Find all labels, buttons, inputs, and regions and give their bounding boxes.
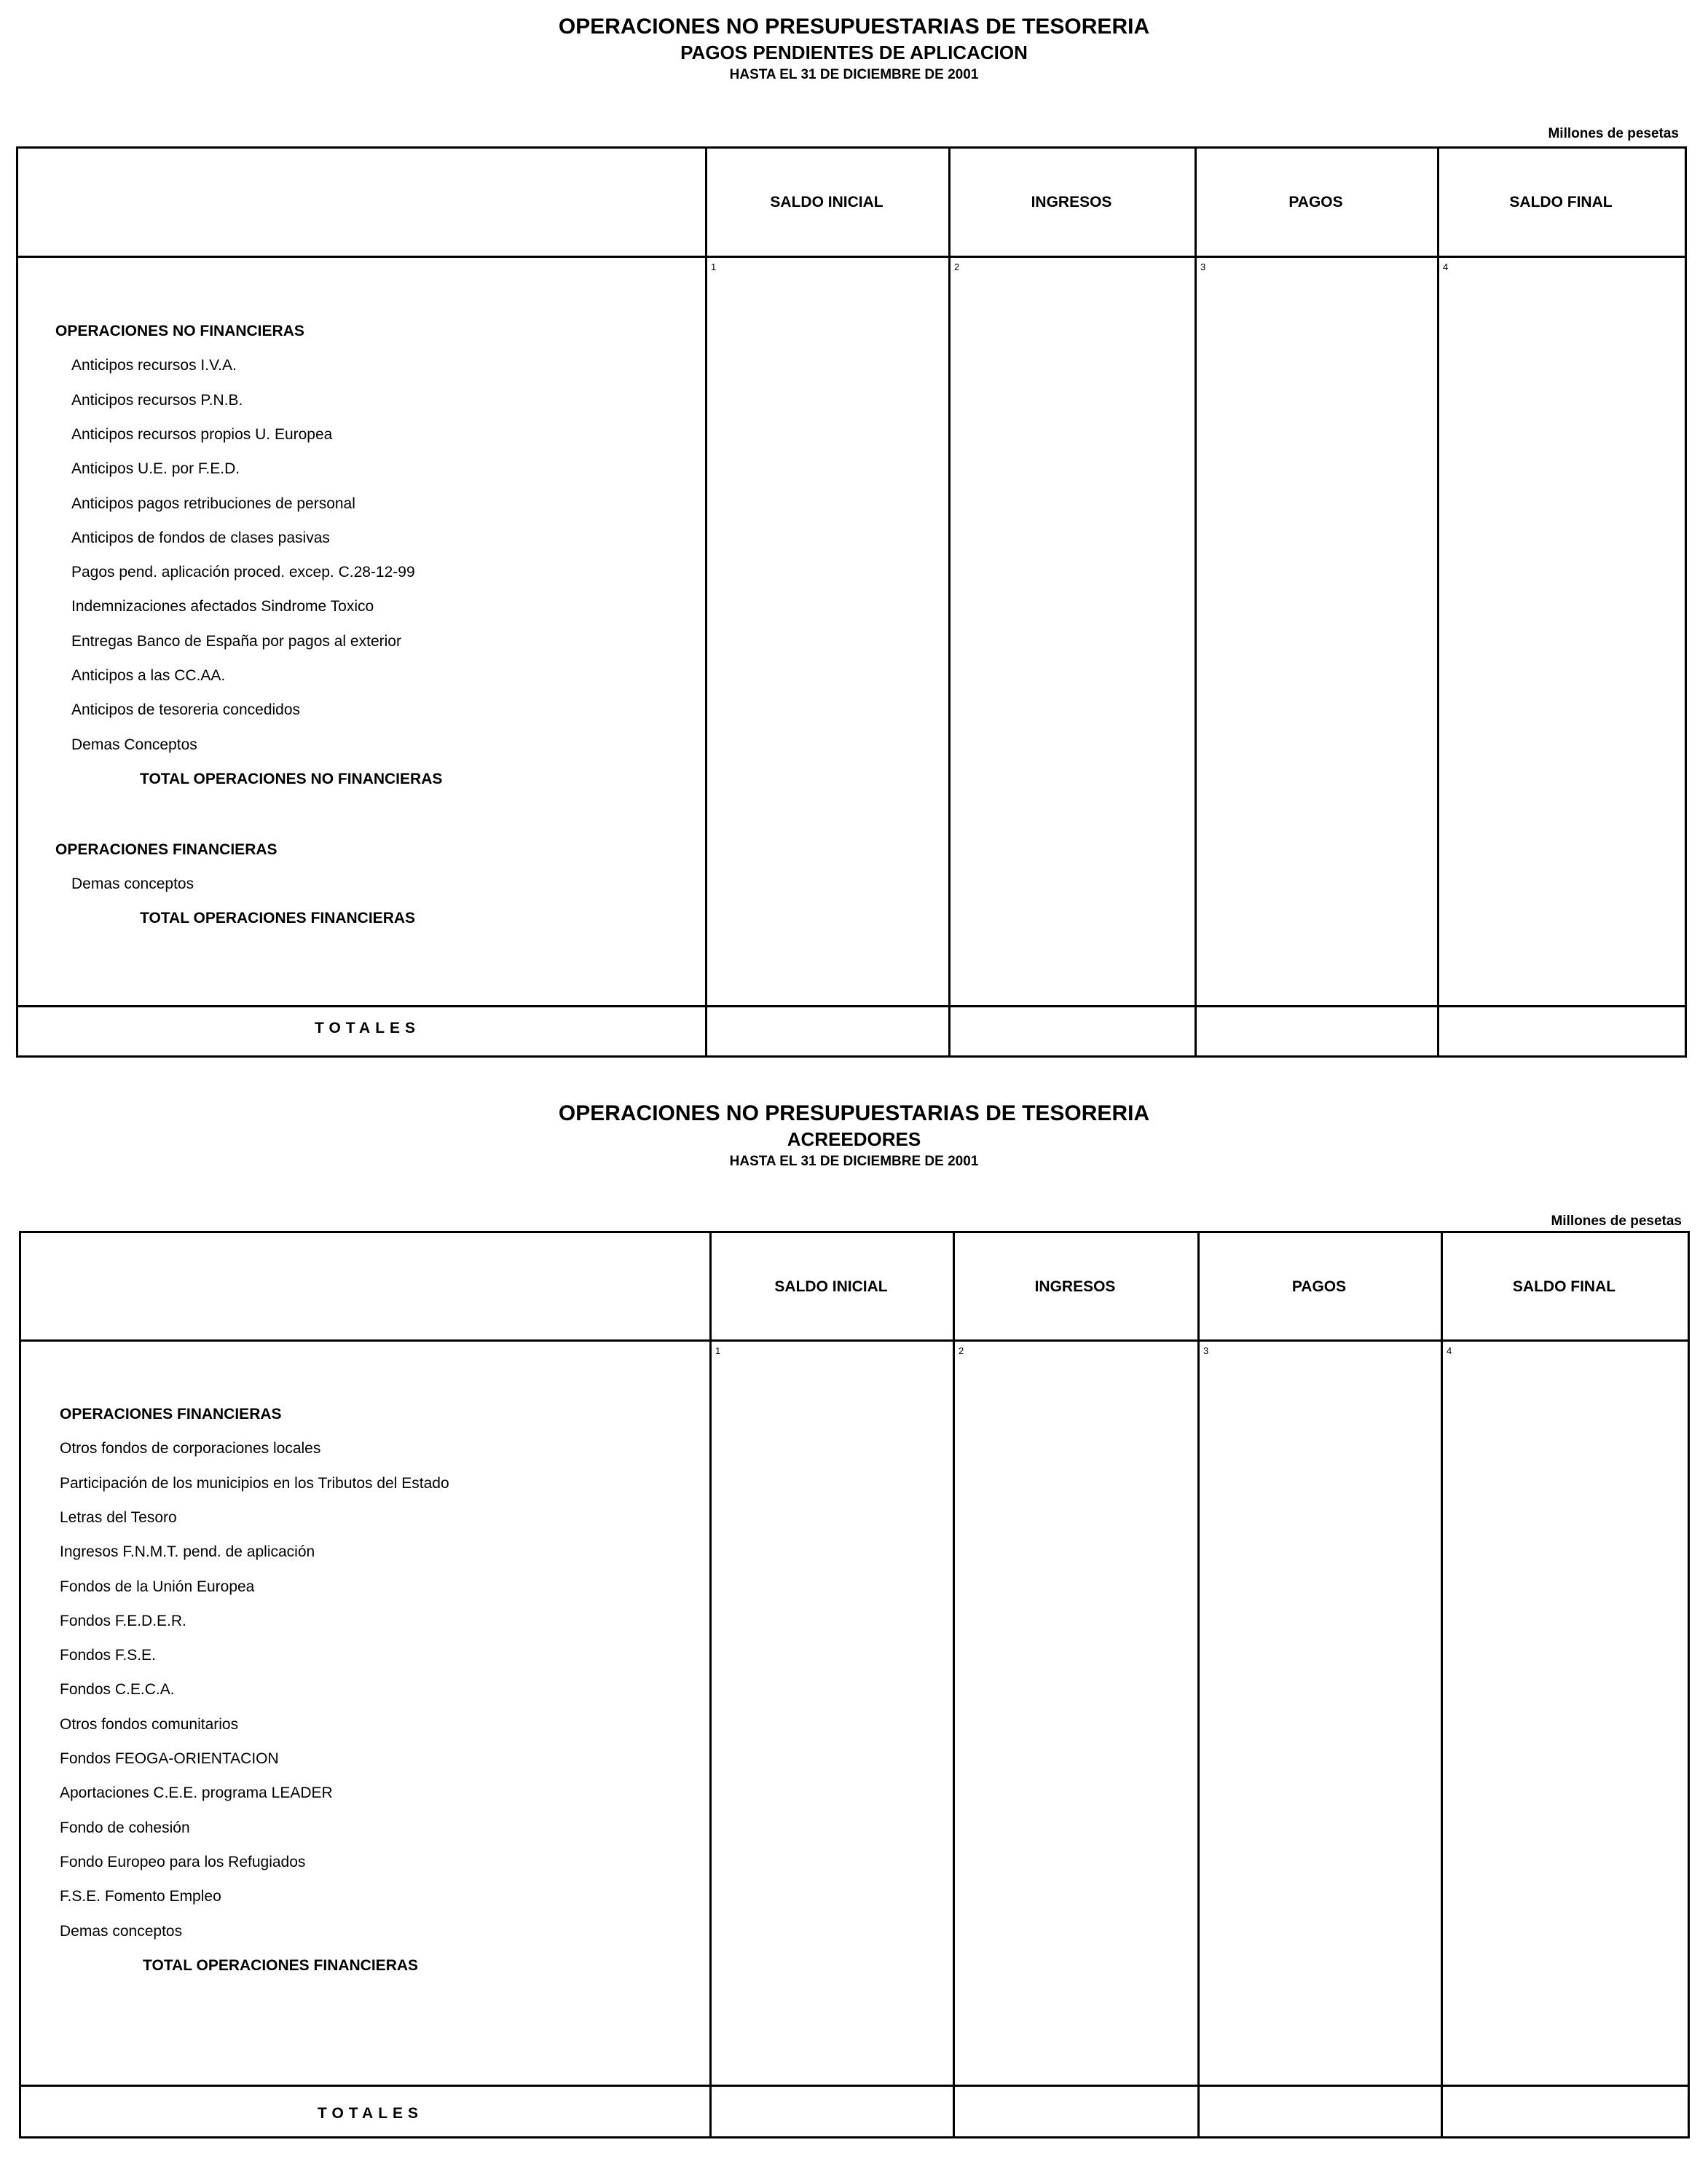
column-header: SALDO FINAL [1509,194,1613,210]
column-number: 2 [954,261,960,272]
table-rule [1685,146,1687,1058]
column-number: 2 [959,1345,964,1356]
row-label: Entregas Banco de España por pagos al exterior [71,632,401,650]
row-label: Anticipos recursos I.V.A. [71,357,237,374]
row-label: Letras del Tesoro [60,1508,177,1526]
table-rule [16,1005,1687,1007]
row-label: Demas Conceptos [71,736,197,753]
row-label: Anticipos a las CC.AA. [71,667,226,684]
row-label: Indemnizaciones afectados Sindrome Toxico [71,598,374,615]
row-label: Fondos de la Unión Europea [60,1578,255,1595]
row-label: Anticipos pagos retribuciones de personal [71,495,355,512]
row-label: Anticipos de tesoreria concedidos [71,701,301,719]
column-header: INGRESOS [1034,1278,1116,1295]
row-label: Participación de los municipios en los Tributos del Estado [60,1474,449,1492]
table-rule [19,1231,1690,1233]
row-label: Demas conceptos [71,876,194,893]
column-header: SALDO FINAL [1512,1278,1616,1295]
subtotal-label: TOTAL OPERACIONES FINANCIERAS [140,910,416,927]
subtotal-label: TOTAL OPERACIONES FINANCIERAS [143,1956,419,1974]
column-header: SALDO INICIAL [770,194,883,210]
table-rule [1437,146,1439,1058]
row-label: Fondo de cohesión [60,1819,190,1836]
table-rule [948,146,951,1058]
table-rule [19,2085,1690,2087]
table-rule [1195,146,1197,1058]
row-label: Anticipos recursos propios U. Europea [71,425,333,443]
section-title: OPERACIONES NO PRESUPUESTARIAS DE TESORERIA [558,15,1150,39]
table-rule [16,146,18,1058]
section-date: HASTA EL 31 DE DICIEMBRE DE 2001 [729,1154,979,1169]
table-rule [16,1055,1687,1058]
column-number: 4 [1443,261,1449,272]
row-label: Pagos pend. aplicación proced. excep. C.28-12-99 [71,564,415,581]
column-number: 4 [1447,1345,1452,1356]
row-label: Fondo Europeo para los Refugiados [60,1853,306,1870]
row-label: Fondos F.S.E. [60,1647,156,1664]
table-rule [953,1231,955,2138]
row-label: Aportaciones C.E.E. programa LEADER [60,1785,333,1802]
table-rule [1197,1231,1200,2138]
table-rule [16,256,1687,258]
table-rule [19,2136,1690,2138]
column-header: PAGOS [1288,194,1343,210]
section-subtitle: ACREEDORES [787,1128,921,1150]
subtotal-label: TOTAL OPERACIONES NO FINANCIERAS [140,770,443,787]
row-label: Anticipos de fondos de clases pasivas [71,529,330,546]
column-header: PAGOS [1291,1278,1347,1295]
table-rule [705,146,707,1058]
column-number: 1 [711,261,717,272]
table-rule [16,146,1687,149]
row-label: Fondos C.E.C.A. [60,1681,175,1699]
column-header: INGRESOS [1031,194,1112,210]
column-number: 3 [1200,261,1206,272]
section-heading: OPERACIONES FINANCIERAS [55,841,278,858]
totals-label: TOTALES [318,2105,424,2122]
section-date: HASTA EL 31 DE DICIEMBRE DE 2001 [729,67,979,82]
row-label: Otros fondos comunitarios [60,1715,239,1733]
table-rule [1688,1231,1690,2138]
row-label: Fondos F.E.D.E.R. [60,1612,186,1629]
row-label: Anticipos U.E. por F.E.D. [71,460,240,478]
row-label: Demas conceptos [60,1922,183,1940]
section-subtitle: PAGOS PENDIENTES DE APLICACION [680,42,1028,63]
row-label: Anticipos recursos P.N.B. [71,391,243,409]
row-label: Ingresos F.N.M.T. pend. de aplicación [60,1543,315,1561]
column-number: 1 [715,1345,721,1356]
table-rule [19,1231,21,2138]
totals-label: TOTALES [315,1020,421,1036]
units-label: Millones de pesetas [1548,126,1679,141]
row-label: F.S.E. Fomento Empleo [60,1888,221,1905]
section-heading: OPERACIONES NO FINANCIERAS [55,323,304,339]
column-number: 3 [1203,1345,1209,1356]
section-heading: OPERACIONES FINANCIERAS [60,1406,282,1423]
column-header: SALDO INICIAL [774,1278,888,1295]
row-label: Fondos FEOGA-ORIENTACION [60,1750,279,1767]
units-label: Millones de pesetas [1551,1213,1682,1229]
section-title: OPERACIONES NO PRESUPUESTARIAS DE TESORERIA [558,1101,1150,1125]
table-rule [1441,1231,1443,2138]
table-rule [709,1231,712,2138]
row-label: Otros fondos de corporaciones locales [60,1440,321,1457]
table-rule [19,1339,1690,1342]
